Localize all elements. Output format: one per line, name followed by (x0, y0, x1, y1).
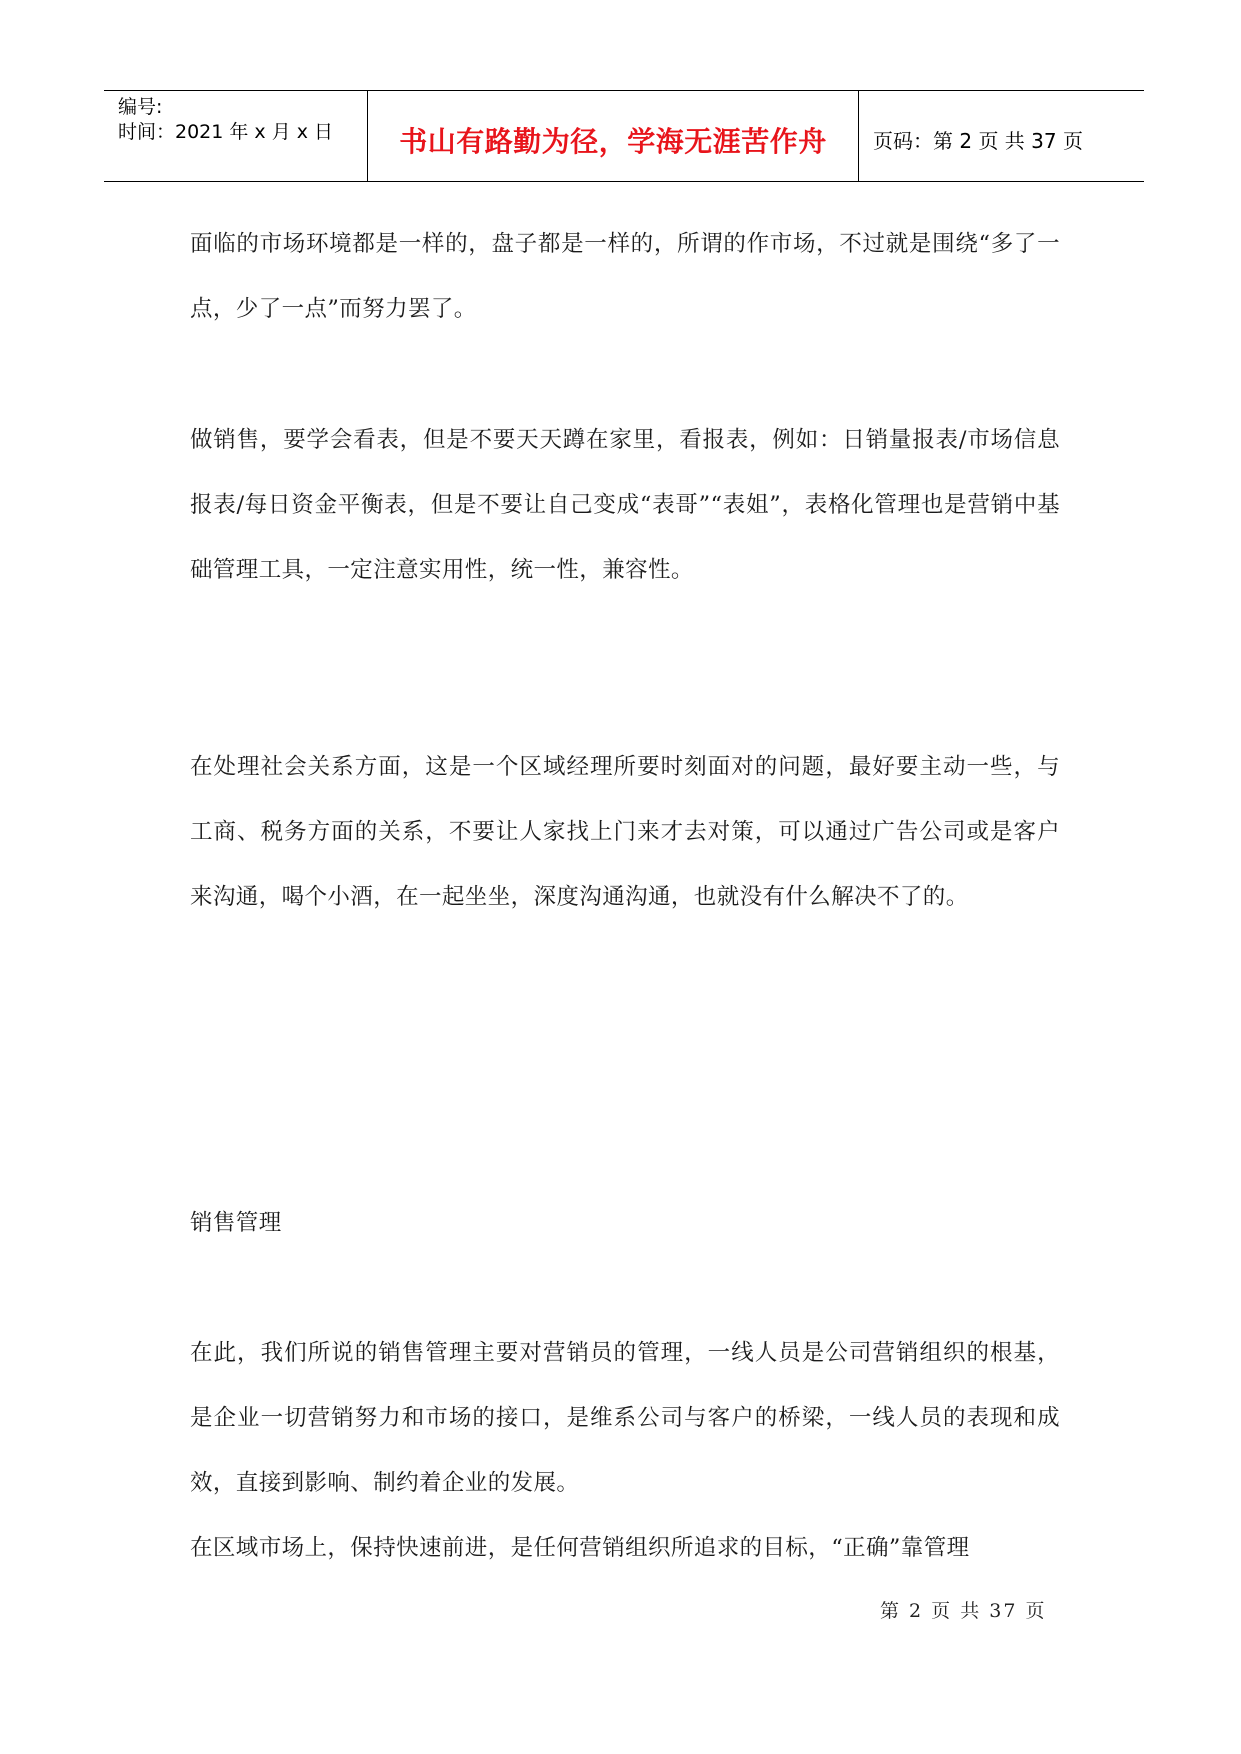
body-paragraph-1: 面临的市场环境都是一样的，盘子都是一样的，所谓的作市场，不过就是围绕“多了一点，少了一点”而努力罢了。 (190, 231, 1060, 322)
body-paragraph-2: 做销售，要学会看表，但是不要天天蹲在家里，看报表，例如：日销量报表/市场信息报表/每日资金平衡表，但是不要让自己变成“表哥”“表姐”，表格化管理也是营销中基础管理工具，一定注意实用性，统一性，兼容性。 (190, 427, 1060, 583)
header-page-label: 页码：第 2 页 共 37 页 (873, 128, 1083, 153)
header-page-cell (859, 91, 1144, 181)
header-motto: 书山有路勤为径，学海无涯苦作舟 (399, 125, 827, 158)
body-paragraph-5: 在区域市场上，保持快速前进，是任何营销组织所追求的目标，“正确”靠管理 (190, 1535, 970, 1561)
header-meta (104, 91, 368, 181)
page-header (104, 90, 1144, 182)
section-heading: 销售管理 (190, 1210, 282, 1236)
body-paragraph-3: 在处理社会关系方面，这是一个区域经理所要时刻面对的问题，最好要主动一些，与工商、税务方面的关系，不要让人家找上门来才去对策，可以通过广告公司或是客户来沟通，喝个小酒，在一起坐坐，深度沟通沟通，也就没有什么解决不了的。 (190, 754, 1060, 910)
page-footer: 第 2 页 共 37 页 (880, 1600, 1047, 1622)
header-motto-cell (368, 91, 859, 181)
body-paragraph-4: 在此，我们所说的销售管理主要对营销员的管理，一线人员是公司营销组织的根基，是企业一切营销努力和市场的接口，是维系公司与客户的桥梁，一线人员的表现和成效，直接到影响、制约着企业的发展。 (190, 1340, 1060, 1496)
document-time-label: 时间：2021 年 x 月 x 日 (118, 121, 334, 143)
document-number-label: 编号: (118, 96, 163, 118)
